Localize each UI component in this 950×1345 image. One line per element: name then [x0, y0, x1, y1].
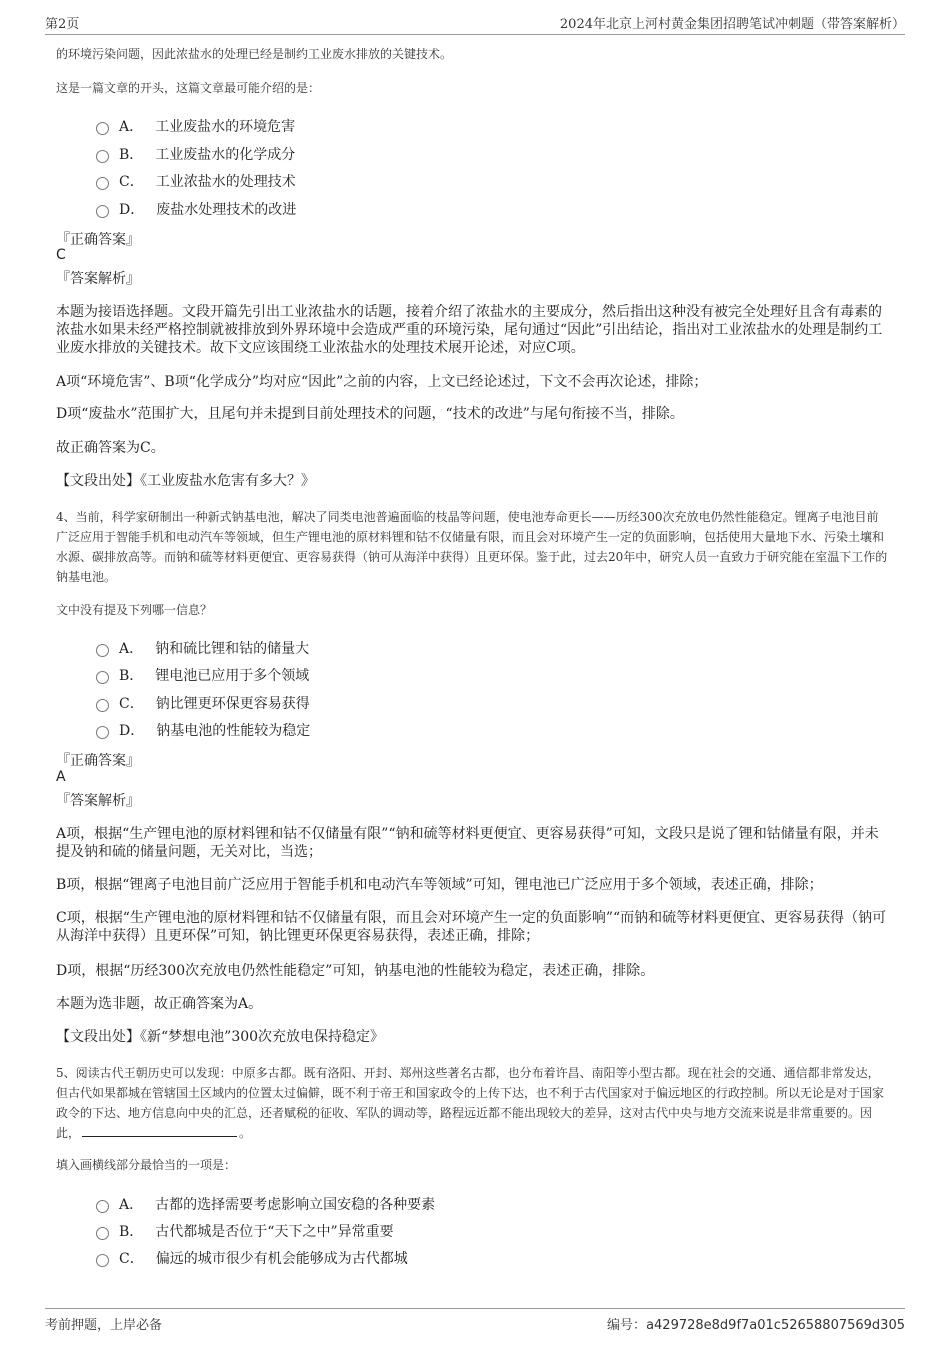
q5-passage-end: 。 — [239, 1126, 252, 1140]
q3-option-d[interactable]: D． 废盐水处理技术的改进 — [96, 199, 296, 219]
q4-analysis-5: 本题为选非题，故正确答案为A。 — [56, 996, 263, 1012]
q5-fill-blank — [82, 1124, 237, 1137]
q3-analysis-label: 『答案解析』 — [56, 271, 140, 287]
q4-option-d[interactable]: D． 钠基电池的性能较为稳定 — [96, 720, 310, 740]
q4-option-b[interactable]: B． 锂电池已应用于多个领域 — [96, 665, 309, 685]
radio-icon[interactable] — [96, 122, 109, 135]
radio-icon[interactable] — [96, 726, 109, 739]
q3-analysis-1: 本题为接语选择题。文段开篇先引出工业浓盐水的话题，接着介绍了浓盐水的主要成分，然后指出这种没有被完全处理好且含有毒素的浓盐水如果未经严格控制就被排放到外界环境中会造成严重的环境污染，尾句通过“因此”引出结论，指出对工业浓盐水的处理是制约工业废水排放的关键技术。故下文应该围绕工业浓盐水的处理技术展开论述，对应C项。 — [56, 304, 883, 356]
radio-icon[interactable] — [96, 1200, 109, 1213]
q5-prompt: 填入画横线部分最恰当的一项是： — [56, 1158, 237, 1172]
radio-icon[interactable] — [96, 671, 109, 684]
radio-icon[interactable] — [96, 177, 109, 190]
radio-icon[interactable] — [96, 1254, 109, 1267]
q4-analysis-2: B项，根据“锂离子电池目前广泛应用于智能手机和电动汽车等领域”可知，锂电池已广泛应用于多个领域，表述正确，排除； — [56, 877, 823, 893]
footer-serial: 编号：a429728e8d9f7a01c52658807569d305 — [607, 1318, 905, 1333]
q4-analysis-3: C项，根据“生产锂电池的原材料锂和钴不仅储量有限，而且会对环境产生一定的负面影响”“而钠和硫等材料更便宜、更容易获得（钠可从海洋中获得）且更环保”可知，钠比锂更环保更容易获得，表述正确，排除； — [56, 910, 887, 944]
q4-answer: A — [56, 769, 66, 785]
q3-passage-tail: 的环境污染问题，因此浓盐水的处理已经是制约工业废水排放的关键技术。 — [56, 47, 453, 61]
q4-analysis-label: 『答案解析』 — [56, 793, 140, 809]
q5-passage — [56, 1063, 890, 1143]
q3-option-c[interactable]: C． 工业浓盐水的处理技术 — [96, 171, 296, 191]
page-footer — [45, 1308, 905, 1333]
q3-analysis-4: 故正确答案为C。 — [56, 440, 165, 456]
q4-option-a[interactable]: A． 钠和硫比锂和钴的储量大 — [96, 638, 309, 658]
q4-passage: 4、当前，科学家研制出一种新式钠基电池，解决了同类电池普遍面临的枝晶等问题，使电池寿命更长——历经300次充放电仍然性能稳定。锂离子电池目前广泛应用于智能手机和电动汽车等领域，但生产锂电池的原材料锂和钴不仅储量有限，而且会对环境产生一定的负面影响，包括使用大量地下水、污染土壤和水源、碳排放高等。而钠和硫等材料更便宜、更容易获得（钠可从海洋中获得）且更环保。鉴于此，过去20年中，研究人员一直致力于研究能在室温下工作的钠基电池。 — [56, 510, 888, 584]
q3-prompt: 这是一篇文章的开头，这篇文章最可能介绍的是： — [56, 81, 321, 95]
q3-answer-label: 『正确答案』 — [56, 232, 140, 248]
q4-option-c[interactable]: C． 钠比锂更环保更容易获得 — [96, 693, 310, 713]
radio-icon[interactable] — [96, 644, 109, 657]
q3-analysis-2: A项“环境危害”、B项“化学成分”均对应“因此”之前的内容，上文已经论述过，下文不会再次论述，排除； — [56, 374, 708, 390]
q4-answer-label: 『正确答案』 — [56, 753, 140, 769]
q5-passage-text: 5、阅读古代王朝历史可以发现：中原多古都。既有洛阳、开封、郑州这些著名古都，也分布着许昌、南阳等小型古都。现在社会的交通、通信都非常发达，但古代如果都城在管辖国土区域内的位置太过偏僻，既不利于帝王和国家政令的上传下达，也不利于古代国家对于偏远地区的行政控制。所以无论是对于国家政令的下达、地方信息向中央的汇总，还者赋税的征收、军队的调动等，路程远近都不能出现较大的差异，这对古代中央与地方交流来说是非常重要的。因此， — [56, 1066, 885, 1140]
radio-icon[interactable] — [96, 205, 109, 218]
q3-answer: C — [56, 247, 66, 263]
radio-icon[interactable] — [96, 150, 109, 163]
q5-option-a[interactable]: A． 古都的选择需要考虑影响立国安稳的各种要素 — [96, 1194, 435, 1214]
footer-slogan: 考前押题，上岸必备 — [45, 1318, 163, 1333]
radio-icon[interactable] — [96, 1227, 109, 1240]
q5-option-b[interactable]: B． 古代都城是否位于“天下之中”异常重要 — [96, 1221, 394, 1241]
q4-source: 【文段出处】《新“梦想电池”300次充放电保持稳定》 — [56, 1029, 385, 1045]
q4-analysis-4: D项，根据“历经300次充放电仍然性能稳定”可知，钠基电池的性能较为稳定，表述正确，排除。 — [56, 963, 655, 979]
q5-option-c[interactable]: C． 偏远的城市很少有机会能够成为古代都城 — [96, 1248, 408, 1268]
q4-prompt: 文中没有提及下列哪一信息？ — [56, 603, 213, 617]
q3-analysis-3: D项“废盐水”范围扩大，且尾句并未提到目前处理技术的问题，“技术的改进”与尾句衔接不当，排除。 — [56, 406, 684, 422]
radio-icon[interactable] — [96, 699, 109, 712]
page-number: 第2页 — [45, 17, 80, 32]
q3-option-a[interactable]: A． 工业废盐水的环境危害 — [96, 116, 295, 136]
page-header — [45, 10, 905, 35]
document-title: 2024年北京上河村黄金集团招聘笔试冲刺题（带答案解析） — [559, 17, 905, 32]
q3-source: 【文段出处】《工业废盐水危害有多大？》 — [56, 473, 315, 489]
q4-analysis-1: A项，根据“生产锂电池的原材料锂和钴不仅储量有限”“钠和硫等材料更便宜、更容易获得”可知，文段只是说了锂和钴储量有限，并未提及钠和硫的储量问题，无关对比，当选； — [56, 826, 879, 860]
q3-option-b[interactable]: B． 工业废盐水的化学成分 — [96, 144, 295, 164]
